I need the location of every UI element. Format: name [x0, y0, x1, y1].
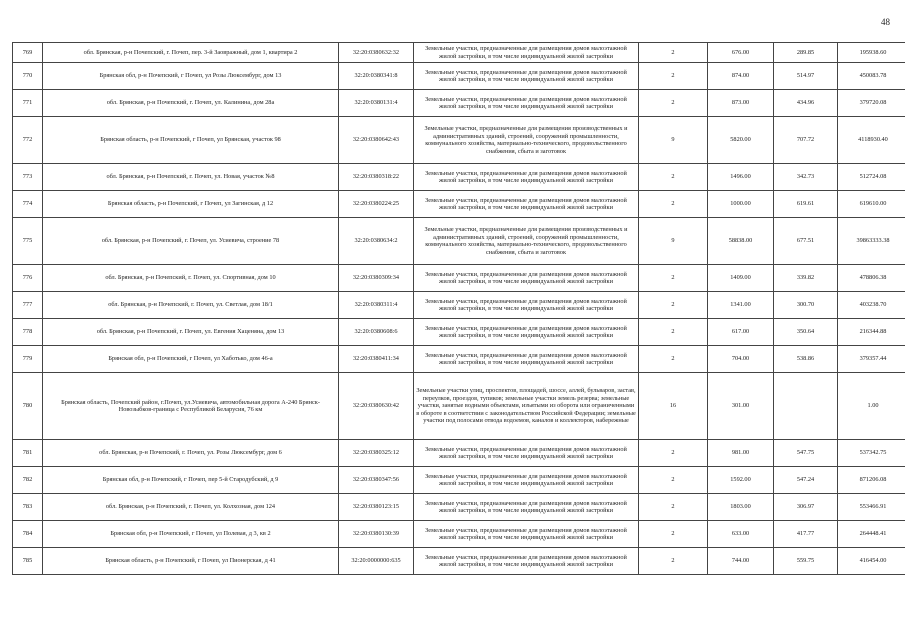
row-number: 771	[13, 90, 43, 117]
area-cell: 58838.00	[708, 218, 774, 265]
specific-value-cell: 306.97	[774, 494, 838, 521]
area-cell: 873.00	[708, 90, 774, 117]
area-cell: 1496.00	[708, 164, 774, 191]
cadastral-number-cell: 32:20:0000000:635	[339, 548, 414, 575]
specific-value-cell	[774, 373, 838, 440]
row-number: 770	[13, 63, 43, 90]
row-number: 782	[13, 467, 43, 494]
address-cell: Брянская область, р-н Почепский, г Почеп, ул Брянская, участок 98	[43, 117, 339, 164]
cadastral-number-cell: 32:20:0380642:43	[339, 117, 414, 164]
row-number: 776	[13, 265, 43, 292]
cadastral-number-cell: 32:20:0380309:34	[339, 265, 414, 292]
cadastral-value-cell: 619610.00	[838, 191, 905, 218]
address-cell: Брянская область, р-н Почепский, г Почеп, ул Загинская, д 12	[43, 191, 339, 218]
area-cell: 981.00	[708, 440, 774, 467]
cadastral-number-cell: 32:20:0380325:12	[339, 440, 414, 467]
cadastral-value-cell: 403238.70	[838, 292, 905, 319]
group-cell: 2	[639, 467, 708, 494]
group-cell: 2	[639, 265, 708, 292]
address-cell: обл. Брянская, р-н Почепский, г. Почеп, ул. Колхозная, дом 124	[43, 494, 339, 521]
table-row	[13, 117, 905, 164]
cadastral-value-cell: 450083.78	[838, 63, 905, 90]
cadastral-number-cell: 32:20:0380632:32	[339, 43, 414, 63]
specific-value-cell: 559.75	[774, 548, 838, 575]
specific-value-cell: 434.96	[774, 90, 838, 117]
land-use-cell: Земельные участки, предназначенные для размещения домов малоэтажной жилой застройки, в том числе индивидуальной жилой застройки	[414, 346, 639, 373]
group-cell: 2	[639, 319, 708, 346]
land-use-cell: Земельные участки, предназначенные для размещения домов малоэтажной жилой застройки, в том числе индивидуальной жилой застройки	[414, 292, 639, 319]
address-cell: обл. Брянская, р-н Почепский, г. Почеп, ул. Усиевича, строение 78	[43, 218, 339, 265]
table-row	[13, 494, 905, 521]
table-row	[13, 63, 905, 90]
table-row	[13, 218, 905, 265]
land-use-cell: Земельные участки, предназначенные для размещения домов малоэтажной жилой застройки, в том числе индивидуальной жилой застройки	[414, 90, 639, 117]
row-number: 775	[13, 218, 43, 265]
land-use-cell: Земельные участки улиц, проспектов, площадей, шоссе, аллей, бульваров, застав, переулков, проездов, тупиков; земельные участки земель резерва; земельные участки, занятые водными объектами, изъятыми из оборота или ограниченными в обороте в соответствии с законодательством Российской Федерации; земельные участки под полосами отвода водоемов, каналов и коллекторов, набережные	[414, 373, 639, 440]
row-number: 784	[13, 521, 43, 548]
cadastral-table	[12, 42, 905, 575]
row-number: 785	[13, 548, 43, 575]
address-cell: Брянская обл, р-н Почепский, г Почеп, ул Полевая, д 3, кв 2	[43, 521, 339, 548]
cadastral-number-cell: 32:20:0380131:4	[339, 90, 414, 117]
land-use-cell: Земельные участки, предназначенные для размещения домов малоэтажной жилой застройки, в том числе индивидуальной жилой застройки	[414, 440, 639, 467]
address-cell: обл. Брянская, р-н Почепский, г. Почеп, ул. Светлая, дом 18/1	[43, 292, 339, 319]
group-cell: 16	[639, 373, 708, 440]
cadastral-value-cell: 379357.44	[838, 346, 905, 373]
cadastral-number-cell: 32:20:0380634:2	[339, 218, 414, 265]
cadastral-value-cell: 216344.88	[838, 319, 905, 346]
cadastral-value-cell: 39863333.38	[838, 218, 905, 265]
table-row	[13, 548, 905, 575]
table-row	[13, 467, 905, 494]
cadastral-value-cell: 416454.00	[838, 548, 905, 575]
cadastral-value-cell: 871206.08	[838, 467, 905, 494]
cadastral-value-cell: 379720.08	[838, 90, 905, 117]
specific-value-cell: 707.72	[774, 117, 838, 164]
cadastral-value-cell: 1.00	[838, 373, 905, 440]
cadastral-number-cell: 32:20:0380341:8	[339, 63, 414, 90]
row-number: 777	[13, 292, 43, 319]
specific-value-cell: 350.64	[774, 319, 838, 346]
cadastral-number-cell: 32:20:0380224:25	[339, 191, 414, 218]
cadastral-value-cell: 195938.60	[838, 43, 905, 63]
table-row	[13, 265, 905, 292]
specific-value-cell: 342.73	[774, 164, 838, 191]
specific-value-cell: 547.75	[774, 440, 838, 467]
specific-value-cell: 538.86	[774, 346, 838, 373]
land-use-cell: Земельные участки, предназначенные для размещения производственных и административных зданий, строений, сооружений промышленности, коммунального хозяйства, материально-технического, продовольственного снабжения, сбыта и заготовок	[414, 218, 639, 265]
cadastral-value-cell: 478806.38	[838, 265, 905, 292]
address-cell: обл. Брянская, р-н Почепский, г. Почеп, ул. Розы Люксембург, дом 6	[43, 440, 339, 467]
land-use-cell: Земельные участки, предназначенные для размещения домов малоэтажной жилой застройки, в том числе индивидуальной жилой застройки	[414, 467, 639, 494]
group-cell: 9	[639, 218, 708, 265]
cadastral-value-cell: 553466.91	[838, 494, 905, 521]
cadastral-number-cell: 32:20:0380608:6	[339, 319, 414, 346]
specific-value-cell: 289.85	[774, 43, 838, 63]
land-use-cell: Земельные участки, предназначенные для размещения домов малоэтажной жилой застройки, в том числе индивидуальной жилой застройки	[414, 494, 639, 521]
land-use-cell: Земельные участки, предназначенные для размещения домов малоэтажной жилой застройки, в том числе индивидуальной жилой застройки	[414, 521, 639, 548]
address-cell: обл. Брянская, р-н Почепский, г. Почеп, пер. 3-й Заовражный, дом 1, квартира 2	[43, 43, 339, 63]
table-row	[13, 373, 905, 440]
cadastral-number-cell: 32:20:0380411:34	[339, 346, 414, 373]
row-number: 780	[13, 373, 43, 440]
row-number: 778	[13, 319, 43, 346]
address-cell: обл. Брянская, р-н Почепский, г. Почеп, ул. Евгения Хаценяна, дом 13	[43, 319, 339, 346]
cadastral-number-cell: 32:20:0380630:42	[339, 373, 414, 440]
cadastral-number-cell: 32:20:0380347:56	[339, 467, 414, 494]
area-cell: 744.00	[708, 548, 774, 575]
area-cell: 676.00	[708, 43, 774, 63]
cadastral-number-cell: 32:20:0380130:39	[339, 521, 414, 548]
area-cell: 1341.00	[708, 292, 774, 319]
area-cell: 1803.00	[708, 494, 774, 521]
specific-value-cell: 677.51	[774, 218, 838, 265]
land-use-cell: Земельные участки, предназначенные для размещения домов малоэтажной жилой застройки, в том числе индивидуальной жилой застройки	[414, 43, 639, 63]
address-cell: обл. Брянская, р-н Почепский, г. Почеп, ул. Спортивная, дом 10	[43, 265, 339, 292]
group-cell: 2	[639, 43, 708, 63]
address-cell: Брянская обл, р-н Почепский, г Почеп, ул Розы Люксембург, дом 13	[43, 63, 339, 90]
group-cell: 2	[639, 521, 708, 548]
cadastral-value-cell: 512724.08	[838, 164, 905, 191]
address-cell: обл. Брянская, р-н Почепский, г. Почеп, ул. Калинина, дом 28а	[43, 90, 339, 117]
group-cell: 2	[639, 548, 708, 575]
area-cell: 874.00	[708, 63, 774, 90]
land-use-cell: Земельные участки, предназначенные для размещения домов малоэтажной жилой застройки, в том числе индивидуальной жилой застройки	[414, 191, 639, 218]
area-cell: 617.00	[708, 319, 774, 346]
row-number: 774	[13, 191, 43, 218]
row-number: 769	[13, 43, 43, 63]
table-row	[13, 440, 905, 467]
area-cell: 301.00	[708, 373, 774, 440]
table-row	[13, 164, 905, 191]
area-cell: 704.00	[708, 346, 774, 373]
page-number: 48	[881, 17, 890, 27]
area-cell: 5820.00	[708, 117, 774, 164]
group-cell: 2	[639, 63, 708, 90]
table-row	[13, 43, 905, 63]
specific-value-cell: 514.97	[774, 63, 838, 90]
table-row	[13, 292, 905, 319]
cadastral-number-cell: 32:20:0380123:15	[339, 494, 414, 521]
cadastral-number-cell: 32:20:0380311:4	[339, 292, 414, 319]
group-cell: 2	[639, 191, 708, 218]
area-cell: 633.00	[708, 521, 774, 548]
area-cell: 1000.00	[708, 191, 774, 218]
row-number: 779	[13, 346, 43, 373]
group-cell: 2	[639, 292, 708, 319]
address-cell: Брянская обл, р-н Почепский, г Почеп, пер 5-й Стародубский, д 9	[43, 467, 339, 494]
specific-value-cell: 417.77	[774, 521, 838, 548]
group-cell: 2	[639, 90, 708, 117]
area-cell: 1409.00	[708, 265, 774, 292]
address-cell: Брянская область, Почепский район, г.Почеп, ул.Усиевича, автомобильная дорога А-240 Брянск-Новозыбков-граница с Республикой Беларусия, 76 км	[43, 373, 339, 440]
specific-value-cell: 339.82	[774, 265, 838, 292]
row-number: 781	[13, 440, 43, 467]
area-cell: 1592.00	[708, 467, 774, 494]
group-cell: 2	[639, 346, 708, 373]
table-row	[13, 90, 905, 117]
table-row	[13, 191, 905, 218]
land-use-cell: Земельные участки, предназначенные для размещения домов малоэтажной жилой застройки, в том числе индивидуальной жилой застройки	[414, 164, 639, 191]
group-cell: 2	[639, 494, 708, 521]
specific-value-cell: 547.24	[774, 467, 838, 494]
cadastral-value-cell: 264448.41	[838, 521, 905, 548]
specific-value-cell: 619.61	[774, 191, 838, 218]
cadastral-value-cell: 537342.75	[838, 440, 905, 467]
land-use-cell: Земельные участки, предназначенные для размещения производственных и административных зданий, строений, сооружений промышленности, коммунального хозяйства, материально-технического, продовольственного снабжения, сбыта и заготовок	[414, 117, 639, 164]
group-cell: 9	[639, 117, 708, 164]
address-cell: обл. Брянская, р-н Почепский, г. Почеп, ул. Новая, участок №8	[43, 164, 339, 191]
land-use-cell: Земельные участки, предназначенные для размещения домов малоэтажной жилой застройки, в том числе индивидуальной жилой застройки	[414, 265, 639, 292]
address-cell: Брянская обл, р-н Почепский, г Почеп, ул Хаботько, дом 46-а	[43, 346, 339, 373]
row-number: 783	[13, 494, 43, 521]
row-number: 773	[13, 164, 43, 191]
cadastral-number-cell: 32:20:0380318:22	[339, 164, 414, 191]
group-cell: 2	[639, 440, 708, 467]
address-cell: Брянская область, р-н Почепский, г Почеп, ул Пионерская, д 41	[43, 548, 339, 575]
table-row	[13, 319, 905, 346]
land-use-cell: Земельные участки, предназначенные для размещения домов малоэтажной жилой застройки, в том числе индивидуальной жилой застройки	[414, 63, 639, 90]
row-number: 772	[13, 117, 43, 164]
table-row	[13, 521, 905, 548]
table-row	[13, 346, 905, 373]
cadastral-value-cell: 4118930.40	[838, 117, 905, 164]
group-cell: 2	[639, 164, 708, 191]
land-use-cell: Земельные участки, предназначенные для размещения домов малоэтажной жилой застройки, в том числе индивидуальной жилой застройки	[414, 548, 639, 575]
specific-value-cell: 300.70	[774, 292, 838, 319]
land-use-cell: Земельные участки, предназначенные для размещения домов малоэтажной жилой застройки, в том числе индивидуальной жилой застройки	[414, 319, 639, 346]
